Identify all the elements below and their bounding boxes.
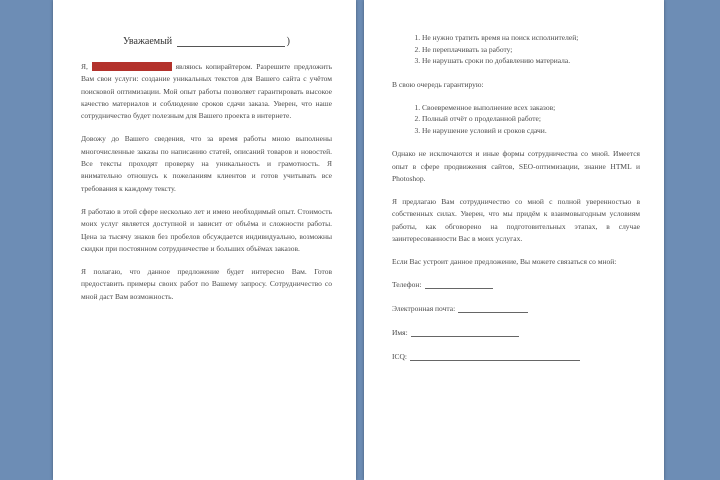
paragraph-start: Я, bbox=[81, 62, 88, 71]
paragraph-text: Довожу до Вашего сведения, что за время работы мною выполнены многочисленные заказы по написанию статей, описаний товаров и новостей. Все тексты проходят проверку на уникальность и грамотность. Я внимательно отношусь к пожеланиям клиентов и готов учитывать все требования к каждому тексту. bbox=[81, 134, 332, 193]
list-item: 1. Своевременное выполнение всех заказов; bbox=[422, 102, 640, 114]
name-label: Имя bbox=[392, 327, 406, 337]
paragraph bbox=[81, 266, 332, 303]
list-item: 3. Не нарушать сроки по добавлению материала. bbox=[422, 55, 640, 67]
icq-blank[interactable] bbox=[410, 360, 580, 361]
name-field: Имя: bbox=[392, 328, 640, 337]
list-item: 2. Не переплачивать за работу; bbox=[422, 44, 640, 56]
paragraph: Однако не исключаются и иные формы сотрудничества со мной. Имеется опыт в сфере продвижения сайтов, SEO-оптимизации, знание HTML и Photoshop. bbox=[392, 149, 640, 183]
icq-field: ICQ: bbox=[392, 352, 640, 361]
paragraph: Если Вас устроит данное предложение, Вы можете связаться со мной: bbox=[392, 257, 617, 267]
salutation-suffix: ) bbox=[286, 36, 290, 47]
email-field: Электронная почта: bbox=[392, 304, 640, 313]
document-page-right bbox=[364, 0, 664, 480]
salutation-prefix: Уважаемый bbox=[122, 36, 173, 47]
paragraph bbox=[81, 206, 332, 255]
phone-field: Телефон: bbox=[392, 280, 640, 289]
icq-label: ICQ bbox=[392, 351, 405, 361]
phone-blank[interactable] bbox=[425, 288, 493, 289]
paragraph bbox=[81, 61, 332, 122]
paragraph-text: Я работаю в этой сфере несколько лет и имею необходимый опыт. Стоимость моих услуг является доступной и зависит от объёма и сложности работы. Цена за тысячу знаков без пробелов обсуждается индивидуально, возможны скидки при постоянном сотрудничестве и больших объёмах заказов. bbox=[81, 206, 332, 253]
list-item: 3. Не нарушение условий и сроков сдачи. bbox=[422, 125, 640, 137]
highlighted-name: Фамилия Имя Отчество bbox=[91, 62, 172, 71]
list-item: 2. Полный отчёт о проделанной работе; bbox=[422, 113, 640, 125]
recipient-name-blank[interactable] bbox=[177, 46, 285, 47]
numbered-list-guarantees bbox=[392, 102, 640, 137]
paragraph: Я предлагаю Вам сотрудничество со мной с полной уверенностью в собственных силах. Уверен, что мы придём к взаимовыгодным условиям работы, как обговорено на подготовительных этапах, в случае заинтересованности Вас в моих услугах. bbox=[392, 197, 640, 244]
salutation bbox=[81, 36, 332, 47]
email-label: Электронная почта bbox=[392, 303, 454, 313]
numbered-list-benefits bbox=[392, 32, 640, 67]
paragraph bbox=[81, 133, 332, 194]
document-page-left bbox=[53, 0, 356, 480]
email-blank[interactable] bbox=[458, 312, 528, 313]
list-item: 1. Не нужно тратить время на поиск исполнителей; bbox=[422, 32, 640, 44]
phone-label: Телефон bbox=[392, 279, 420, 289]
paragraph-text: являюсь копирайтером. Разрешите предложить Вам свои услуги: создание уникальных текстов для Вашего сайта с учётом поисковой оптимизации. Мой опыт работы позволяет гарантировать высокое качество материалов и соблюдение сроков сдачи заказа. Уверен, что наше сотрудничество будет полезным для Вашего проекта в интернете. bbox=[81, 62, 332, 121]
name-blank[interactable] bbox=[411, 336, 519, 337]
intro-text: В свою очередь гарантирую: bbox=[392, 79, 484, 89]
paragraph-text: Я полагаю, что данное предложение будет интересно Вам. Готов предоставить примеры своих работ по Вашему запросу. Сотрудничество со мной даст Вам возможность. bbox=[81, 267, 332, 301]
